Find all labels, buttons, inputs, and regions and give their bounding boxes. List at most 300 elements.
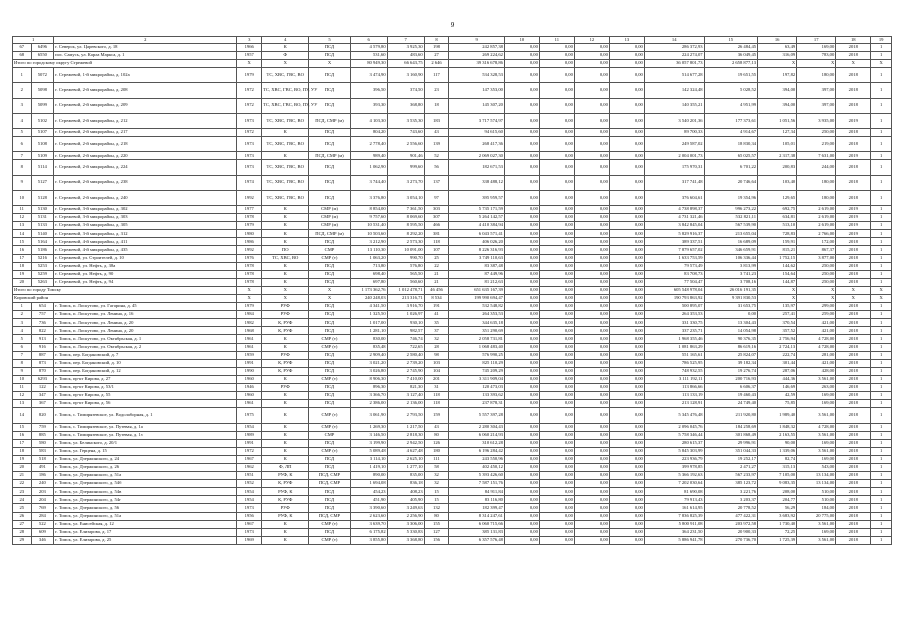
table-cell: 1 bbox=[871, 455, 892, 463]
table-cell: 867,37 bbox=[797, 246, 836, 254]
table-cell: 370,54 bbox=[758, 319, 797, 327]
table-cell: 1978 bbox=[237, 270, 262, 278]
table-cell: 0,00 bbox=[609, 488, 644, 496]
table-cell: 1 633 753,59 bbox=[644, 254, 704, 262]
table-cell: СМР (м) bbox=[309, 222, 350, 230]
table-cell: 5109 bbox=[31, 152, 54, 160]
table-cell: 0,00 bbox=[609, 455, 644, 463]
table-cell: 7 105,00 bbox=[758, 472, 797, 480]
table-cell: 0,00 bbox=[539, 472, 574, 480]
table-cell: 1 026,97 bbox=[387, 311, 424, 319]
table-cell: 0,00 bbox=[539, 238, 574, 246]
column-number: 3 bbox=[237, 37, 262, 44]
table-cell: 203 972,58 bbox=[704, 520, 758, 528]
table-cell: 2 573,30 bbox=[387, 238, 424, 246]
table-cell: 180,00 bbox=[797, 175, 836, 190]
table-cell: 0,00 bbox=[609, 463, 644, 471]
table-cell: 1979 bbox=[237, 303, 262, 311]
table-cell: К bbox=[262, 270, 309, 278]
table-cell: 0,00 bbox=[504, 44, 539, 52]
table-cell: 249 587,02 bbox=[644, 137, 704, 152]
table-cell: 835,00 bbox=[387, 472, 424, 480]
table-cell: X bbox=[797, 60, 836, 68]
table-cell: 5133 bbox=[31, 222, 54, 230]
section-label: Кировский район bbox=[13, 295, 237, 303]
table-cell: 2019 bbox=[836, 152, 871, 160]
table-cell: 0,00 bbox=[574, 129, 609, 137]
table-cell: 337 235,71 bbox=[644, 327, 704, 335]
table-cell: 4 410 384,94 bbox=[449, 222, 505, 230]
table-cell: 0,00 bbox=[504, 520, 539, 528]
table-cell: 0,00 bbox=[574, 384, 609, 392]
table-row bbox=[13, 113, 892, 128]
table-cell: 0,00 bbox=[609, 496, 644, 504]
table-cell: К, РУФ bbox=[262, 327, 309, 335]
table-cell: 2 136,00 bbox=[387, 400, 424, 408]
table-cell: 576,80 bbox=[387, 262, 424, 270]
table-cell: К bbox=[262, 455, 309, 463]
table-cell: 0,00 bbox=[574, 52, 609, 60]
table-cell: К bbox=[262, 375, 309, 383]
table-cell: ПСД bbox=[309, 488, 350, 496]
table-cell: 1973 bbox=[237, 160, 262, 175]
table-cell: 2019 bbox=[836, 113, 871, 128]
table-cell: 1 bbox=[871, 327, 892, 335]
table-cell: ПСД bbox=[309, 528, 350, 536]
table-row bbox=[13, 129, 892, 137]
table-cell: г. Томск, пер. Богдановский, д. 12 bbox=[54, 367, 237, 375]
table-cell: СМР (т) bbox=[309, 335, 350, 343]
table-cell: г. Северск, ул. Царевского, д. 18 bbox=[54, 44, 237, 52]
table-cell: 198 bbox=[424, 44, 449, 52]
table-cell: г. Стрежевой, 2-й микрорайон, д. 218 bbox=[54, 137, 237, 152]
table-cell: 2018 bbox=[836, 375, 871, 383]
table-cell: 1972 bbox=[237, 98, 262, 113]
table-cell: СМР (м) bbox=[309, 205, 350, 213]
table-cell: 147 353,00 bbox=[449, 83, 505, 98]
table-cell: 13 bbox=[13, 400, 32, 408]
table-cell: 0,00 bbox=[574, 536, 609, 544]
table-cell: 28 bbox=[13, 528, 32, 536]
table-cell: К, РУФ bbox=[262, 359, 309, 367]
table-cell: 408,23 bbox=[387, 488, 424, 496]
table-cell: 25 bbox=[424, 254, 449, 262]
table-cell: 3 021,20 bbox=[350, 359, 387, 367]
table-cell: 1 bbox=[871, 528, 892, 536]
table-cell: 154,64 bbox=[758, 270, 797, 278]
table-cell: 197,82 bbox=[758, 68, 797, 83]
table-row bbox=[13, 254, 892, 262]
table-cell: 19 651,55 bbox=[704, 68, 758, 83]
table-cell: 37 bbox=[424, 327, 449, 335]
table-cell: 0,00 bbox=[574, 375, 609, 383]
table-cell: СМР (т) bbox=[309, 423, 350, 431]
table-row bbox=[13, 496, 892, 504]
table-cell: 0,00 bbox=[504, 137, 539, 152]
table-row bbox=[13, 311, 892, 319]
table-cell: 1 bbox=[871, 152, 892, 160]
table-cell: 783,00 bbox=[797, 52, 836, 60]
table-cell: 0,00 bbox=[574, 400, 609, 408]
table-cell: 199 990 694,47 bbox=[449, 295, 505, 303]
table-cell: 242 857,38 bbox=[449, 44, 505, 52]
table-cell: РУФ, К bbox=[262, 512, 309, 520]
table-cell: 3 855,80 bbox=[350, 536, 387, 544]
table-cell: 0,00 bbox=[539, 392, 574, 400]
table-cell: 1 bbox=[871, 205, 892, 213]
table-cell: г. Стрежевой, 4-й микрорайон, д. 435 bbox=[54, 246, 237, 254]
table-cell: 26 bbox=[13, 512, 32, 520]
table-cell: 5186 bbox=[31, 246, 54, 254]
table-row bbox=[13, 423, 892, 431]
table-cell: 1992 bbox=[237, 246, 262, 254]
table-cell: 654 bbox=[31, 303, 54, 311]
table-cell: 0,00 bbox=[539, 190, 574, 205]
table-cell: ПСД bbox=[309, 496, 350, 504]
table-cell: 13 134,00 bbox=[797, 480, 836, 488]
table-cell: г. Стрежевой, 3-й микрорайон, д. 303 bbox=[54, 214, 237, 222]
table-cell: 27 bbox=[424, 52, 449, 60]
table-cell: 16 689,09 bbox=[704, 238, 758, 246]
table-cell: 1966 bbox=[237, 44, 262, 52]
table-cell: 1979 bbox=[237, 68, 262, 83]
column-number-row bbox=[13, 37, 892, 44]
table-cell: ПСД bbox=[309, 359, 350, 367]
table-cell: 244,00 bbox=[797, 160, 836, 175]
table-row bbox=[13, 137, 892, 152]
table-cell: К bbox=[262, 528, 309, 536]
table-cell: 0,00 bbox=[504, 230, 539, 238]
table-cell: 2 646 bbox=[424, 60, 449, 68]
table-cell: РУФ, К bbox=[262, 488, 309, 496]
table-cell: 31 bbox=[424, 384, 449, 392]
table-cell: 7 202 030,64 bbox=[644, 480, 704, 488]
table-cell: 2 724,13 bbox=[758, 343, 797, 351]
table-cell: 0,00 bbox=[539, 270, 574, 278]
table-cell: ПСД bbox=[309, 311, 350, 319]
table-cell: 0,00 bbox=[539, 319, 574, 327]
table-cell: 2 942,50 bbox=[387, 439, 424, 447]
table-cell: 5130 bbox=[31, 205, 54, 213]
table-cell: 804,20 bbox=[350, 129, 387, 137]
table-cell: 32 bbox=[424, 335, 449, 343]
table-cell: 567 233,97 bbox=[704, 472, 758, 480]
table-cell: 3 683,92 bbox=[758, 512, 797, 520]
table-cell: 397,00 bbox=[797, 83, 836, 98]
table-cell: 1 725,39 bbox=[758, 536, 797, 544]
table-cell: 1 bbox=[871, 520, 892, 528]
table-cell: 0,00 bbox=[574, 423, 609, 431]
table-cell: 534 328,53 bbox=[449, 68, 505, 83]
table-cell: 28 bbox=[424, 343, 449, 351]
table-cell: г. Стрежевой, 2-й микрорайон, д. 238 bbox=[54, 175, 237, 190]
table-cell: 746,74 bbox=[387, 335, 424, 343]
table-cell: 184 258,69 bbox=[704, 423, 758, 431]
column-number: 1 bbox=[13, 37, 54, 44]
table-cell: 18 bbox=[424, 98, 449, 113]
table-cell: 24 749,40 bbox=[704, 400, 758, 408]
table-cell: 16 bbox=[13, 431, 32, 439]
table-cell: 111 bbox=[424, 455, 449, 463]
table-cell: 12 bbox=[13, 392, 32, 400]
table-cell: 989,40 bbox=[350, 152, 387, 160]
table-cell: 56,29 bbox=[758, 504, 797, 512]
table-cell: 113 866,66 bbox=[644, 384, 704, 392]
table-cell: 0,00 bbox=[609, 278, 644, 286]
table-cell: 0,00 bbox=[539, 129, 574, 137]
table-cell: 916 bbox=[31, 343, 54, 351]
table-cell: 1978 bbox=[237, 214, 262, 222]
table-cell: 1 bbox=[871, 98, 892, 113]
table-cell: 105,01 bbox=[758, 137, 797, 152]
table-cell: 0,00 bbox=[609, 335, 644, 343]
table-cell: 156 bbox=[424, 536, 449, 544]
table-cell: 3 bbox=[13, 98, 32, 113]
table-cell: 0,00 bbox=[539, 52, 574, 60]
table-cell: ПСД bbox=[309, 129, 350, 137]
table-row bbox=[13, 222, 892, 230]
table-cell: 0,00 bbox=[539, 488, 574, 496]
table-cell: 0,00 bbox=[609, 83, 644, 98]
table-cell: 142 324,48 bbox=[644, 83, 704, 98]
table-cell: К, РУФ bbox=[262, 319, 309, 327]
table-cell: 6293 bbox=[31, 375, 54, 383]
table-cell: 84 911,84 bbox=[449, 488, 505, 496]
table-cell: 0,00 bbox=[539, 375, 574, 383]
page-number: 9 bbox=[450, 22, 455, 29]
table-cell: 0,00 bbox=[504, 392, 539, 400]
table-cell: 2018 bbox=[836, 319, 871, 327]
table-cell: 0,00 bbox=[609, 431, 644, 439]
table-cell: 87 449,96 bbox=[449, 270, 505, 278]
table-cell: 29 bbox=[13, 536, 32, 544]
table-cell: 444,36 bbox=[758, 375, 797, 383]
table-cell: 1 bbox=[871, 367, 892, 375]
table-cell: 2018 bbox=[836, 303, 871, 311]
table-row bbox=[13, 246, 892, 254]
table-cell: СМР (м) bbox=[309, 214, 350, 222]
table-cell: 346 bbox=[31, 536, 54, 544]
table-cell: 20 bbox=[13, 463, 32, 471]
table-cell: 0,00 bbox=[504, 113, 539, 128]
table-row bbox=[13, 367, 892, 375]
table-cell: 2 619,00 bbox=[797, 222, 836, 230]
table-cell: ПСД bbox=[309, 463, 350, 471]
table-cell: 0,00 bbox=[539, 303, 574, 311]
table-cell: 0,00 bbox=[539, 400, 574, 408]
table-cell: 0,00 bbox=[609, 286, 644, 294]
table-cell: К bbox=[262, 262, 309, 270]
table-cell: 80 bbox=[424, 512, 449, 520]
table-cell: 0,00 bbox=[574, 278, 609, 286]
table-cell: 1 bbox=[871, 262, 892, 270]
table-cell: 3 916,70 bbox=[387, 303, 424, 311]
table-cell: 560,60 bbox=[387, 278, 424, 286]
table-cell: 0,00 bbox=[609, 254, 644, 262]
table-cell: г. Томск, ул. Дзержинского, д. 54б bbox=[54, 480, 237, 488]
table-cell: 2 909,40 bbox=[350, 351, 387, 359]
table-cell: 2 658 877,13 bbox=[704, 60, 758, 68]
table-cell: 901,46 bbox=[387, 152, 424, 160]
table-cell: 0,00 bbox=[609, 408, 644, 423]
table-cell: 4 627,48 bbox=[387, 447, 424, 455]
table-cell: 200 716,93 bbox=[704, 375, 758, 383]
table-cell: 0,00 bbox=[574, 447, 609, 455]
table-cell: 1 bbox=[871, 52, 892, 60]
table-cell: ТС, ХВС, ГВС, ВО bbox=[262, 137, 309, 152]
table-cell: ПСД bbox=[309, 270, 350, 278]
table-cell: 1 bbox=[871, 488, 892, 496]
table-cell: 2018 bbox=[836, 83, 871, 98]
table-cell: 873 bbox=[31, 359, 54, 367]
table-cell: X bbox=[836, 295, 871, 303]
table-cell: 284 bbox=[31, 512, 54, 520]
table-cell: 0,00 bbox=[539, 480, 574, 488]
table-cell: 13 bbox=[13, 222, 32, 230]
table-cell: К bbox=[262, 205, 309, 213]
table-cell: 0,00 bbox=[504, 359, 539, 367]
table-cell: 3 561,00 bbox=[797, 408, 836, 423]
table-cell: К bbox=[262, 431, 309, 439]
table-cell: К, РУФ bbox=[262, 496, 309, 504]
column-number: 4 bbox=[262, 37, 309, 44]
table-cell: 2018 bbox=[836, 504, 871, 512]
table-cell: 1972 bbox=[237, 447, 262, 455]
table-cell: 0,00 bbox=[504, 343, 539, 351]
table-cell: 0,00 bbox=[574, 175, 609, 190]
table-cell: 728,83 bbox=[758, 230, 797, 238]
table-cell: 2018 bbox=[836, 463, 871, 471]
table-cell: 454,23 bbox=[350, 488, 387, 496]
table-cell: г. Томск, ул. Дзержинского, д. 54г bbox=[54, 496, 237, 504]
table-cell: г. Стрежевой, ул. Нефть, д. 90 bbox=[54, 270, 237, 278]
table-cell: 518 bbox=[31, 455, 54, 463]
table-cell: 8 906,30 bbox=[350, 375, 387, 383]
table-cell: пос. Самусь, ул. Карла Маркса, д. 1 bbox=[54, 52, 237, 60]
table-cell: 223 936,79 bbox=[644, 455, 704, 463]
table-cell: 368,80 bbox=[387, 98, 424, 113]
table-cell: 0,00 bbox=[539, 463, 574, 471]
table-cell: 8 534 bbox=[424, 295, 449, 303]
table-cell: 8 314 247,61 bbox=[449, 512, 505, 520]
table-cell: 0,00 bbox=[574, 359, 609, 367]
table-cell: 0,00 bbox=[504, 246, 539, 254]
table-cell: 1 bbox=[871, 129, 892, 137]
table-cell: 1989 bbox=[237, 431, 262, 439]
table-cell: 5 330,83 bbox=[387, 528, 424, 536]
table-cell: 2019 bbox=[836, 230, 871, 238]
table-cell: 36 057 801,73 bbox=[644, 60, 704, 68]
table-cell: 2018 bbox=[836, 392, 871, 400]
table-cell: 0,00 bbox=[539, 254, 574, 262]
table-cell: ТС, ХВС, ГВС, ВО bbox=[262, 190, 309, 205]
column-number: 9 bbox=[449, 37, 505, 44]
table-cell: ТС, ХВС, ГВС, ВО bbox=[262, 68, 309, 83]
table-cell: 286 372,93 bbox=[644, 44, 704, 52]
table-cell: 0,00 bbox=[574, 392, 609, 400]
table-cell: 0,00 bbox=[504, 238, 539, 246]
table-cell: РУФ bbox=[262, 351, 309, 359]
table-cell: ТС, ХВС, ГВС, ВО bbox=[262, 160, 309, 175]
table-cell: X bbox=[871, 60, 892, 68]
table-cell: 2018 bbox=[836, 190, 871, 205]
table-cell: 0,00 bbox=[539, 311, 574, 319]
table-cell: 107 bbox=[424, 246, 449, 254]
table-cell: 2 766,00 bbox=[797, 230, 836, 238]
table-row bbox=[13, 480, 892, 488]
table-cell: 1975 bbox=[237, 408, 262, 423]
table-cell: К bbox=[262, 423, 309, 431]
table-cell: 9 391 830,53 bbox=[704, 295, 758, 303]
table-cell: 0,00 bbox=[539, 60, 574, 68]
table-cell: 1 bbox=[871, 230, 892, 238]
column-number: 8 bbox=[424, 37, 449, 44]
table-cell: 1979 bbox=[237, 222, 262, 230]
table-cell: 5 829 916,37 bbox=[644, 230, 704, 238]
table-cell: 2018 bbox=[836, 311, 871, 319]
table-cell: г. Томск, п. Лоскутово, ул. Ленина, д. 16 bbox=[54, 311, 237, 319]
table-cell: 836,18 bbox=[387, 480, 424, 488]
table-cell: 1 bbox=[871, 408, 892, 423]
table-cell: 21 bbox=[13, 472, 32, 480]
table-cell: 0,00 bbox=[609, 52, 644, 60]
table-cell: 1 bbox=[871, 343, 892, 351]
table-cell: ПСД bbox=[309, 392, 350, 400]
table-cell: 0,00 bbox=[539, 359, 574, 367]
table-cell: 5099 bbox=[31, 98, 54, 113]
table-cell: ПСД bbox=[309, 44, 350, 52]
table-cell: 3 708,16 bbox=[704, 278, 758, 286]
table-cell: г. Стрежевой, 4-й микрорайон, д. 411 bbox=[54, 238, 237, 246]
table-cell: 2 096 045,76 bbox=[644, 423, 704, 431]
table-cell: 82,74 bbox=[758, 455, 797, 463]
table-cell: 58 bbox=[424, 463, 449, 471]
table-cell: 22 bbox=[424, 262, 449, 270]
table-cell: X bbox=[758, 295, 797, 303]
table-cell: 169,00 bbox=[797, 439, 836, 447]
table-cell: 42,59 bbox=[758, 392, 797, 400]
table-cell: 6 701,22 bbox=[704, 160, 758, 175]
table-cell: 338 488,12 bbox=[449, 175, 505, 190]
table-cell: 89 700,33 bbox=[644, 129, 704, 137]
table-cell: 1 281,10 bbox=[350, 327, 387, 335]
table-cell: 1 bbox=[871, 303, 892, 311]
table-cell: 145 307,20 bbox=[449, 98, 505, 113]
table-cell: 213 316,71 bbox=[387, 295, 424, 303]
table-cell: 1977 bbox=[237, 205, 262, 213]
table-cell: 3 540 201,36 bbox=[644, 113, 704, 128]
table-row bbox=[13, 327, 892, 335]
table-cell: 0,00 bbox=[539, 408, 574, 423]
table-cell: 190 793 863,92 bbox=[644, 295, 704, 303]
table-row bbox=[13, 528, 892, 536]
table-cell: К bbox=[262, 400, 309, 408]
table-cell: 264 353,53 bbox=[644, 311, 704, 319]
table-cell: 2018 bbox=[836, 160, 871, 175]
table-cell: 0,00 bbox=[504, 129, 539, 137]
table-cell: 1 bbox=[871, 44, 892, 52]
table-cell: ПСД bbox=[309, 303, 350, 311]
table-cell: 5259 bbox=[31, 270, 54, 278]
table-cell: 2019 bbox=[836, 214, 871, 222]
table-cell: 9 bbox=[13, 367, 32, 375]
table-cell: 0,00 bbox=[609, 60, 644, 68]
table-cell: 4 728,00 bbox=[797, 343, 836, 351]
table-cell: 0,00 bbox=[609, 214, 644, 222]
table-cell: ТС, ХВС, ГВС, ВО, ПУ, УУ bbox=[262, 98, 309, 113]
table-cell: 1968 bbox=[237, 327, 262, 335]
table-cell: 1972 bbox=[237, 83, 262, 98]
